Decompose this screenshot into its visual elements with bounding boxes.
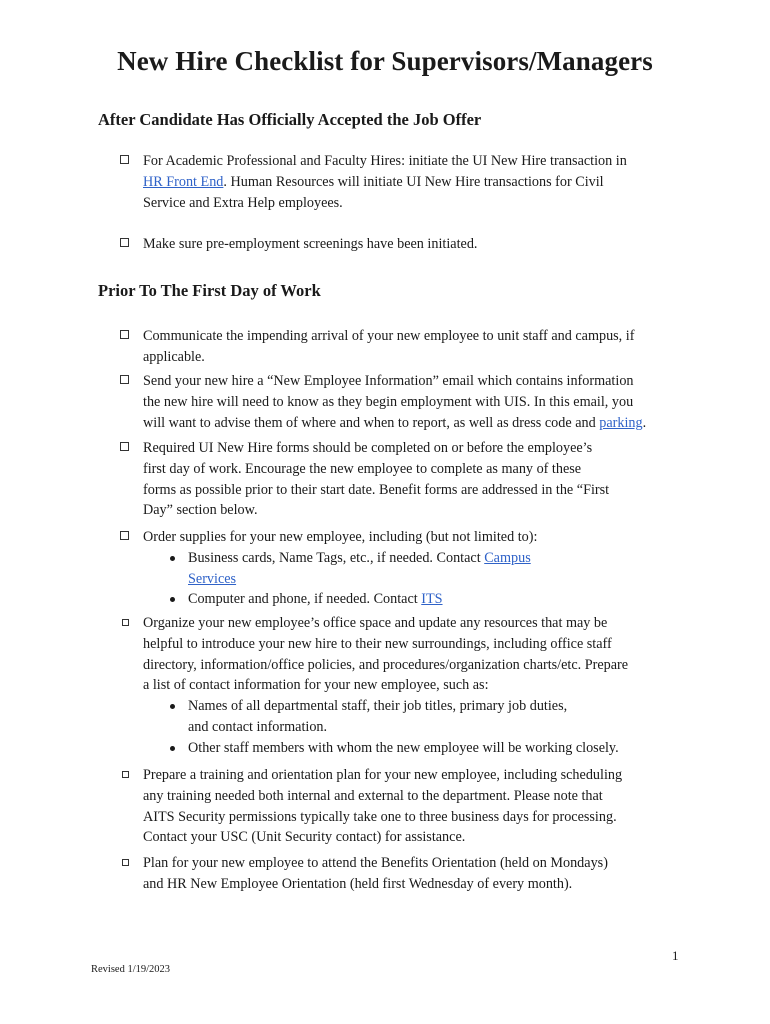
item-text: Order supplies for your new employee, including (but not limited to): bbox=[143, 529, 538, 545]
checklist-item bbox=[120, 613, 680, 759]
item-text: any training needed both internal and external to the department. Please note that bbox=[143, 787, 603, 804]
item-text: Day” section below. bbox=[143, 502, 258, 519]
item-text: . bbox=[642, 414, 647, 431]
bullet-item bbox=[143, 548, 680, 590]
checklist-item bbox=[120, 151, 680, 213]
checkbox[interactable] bbox=[122, 771, 129, 778]
bullet-list bbox=[143, 696, 680, 758]
section-heading-after-offer: After Candidate Has Officially Accepted the Job Offer bbox=[98, 110, 482, 129]
campus-services-link[interactable]: Campus bbox=[484, 549, 531, 566]
item-text: helpful to introduce your new hire to their new surroundings, including office staff bbox=[143, 635, 612, 652]
item-text: Contact your USC (Unit Security contact) for assistance. bbox=[143, 829, 466, 846]
bullet-list bbox=[143, 548, 680, 610]
checkbox[interactable] bbox=[120, 442, 129, 451]
checkbox[interactable] bbox=[120, 531, 129, 540]
checkbox[interactable] bbox=[120, 375, 129, 384]
checkbox[interactable] bbox=[120, 330, 129, 339]
item-text: Prepare a training and orientation plan for your new employee, including scheduling bbox=[143, 767, 623, 783]
checklist-item bbox=[120, 765, 680, 848]
page-title: New Hire Checklist for Supervisors/Managers bbox=[117, 46, 653, 76]
item-text: forms as possible prior to their start date. Benefit forms are addressed in the “First bbox=[143, 481, 610, 498]
item-text: will want to advise them of where and when to report, as well as dress code and bbox=[143, 414, 600, 431]
item-text: Communicate the impending arrival of your new employee to unit staff and campus, if bbox=[143, 328, 635, 344]
checkbox[interactable] bbox=[120, 238, 129, 247]
page-number: 1 bbox=[672, 948, 679, 963]
item-text: Make sure pre-employment screenings have been initiated. bbox=[143, 236, 478, 252]
bullet-item bbox=[143, 696, 680, 738]
campus-services-link[interactable]: Services bbox=[188, 570, 237, 587]
checklist-item bbox=[120, 371, 680, 433]
bullet-icon bbox=[170, 704, 175, 709]
item-text: Organize your new employee’s office space and update any resources that may be bbox=[143, 615, 608, 631]
item-text: Plan for your new employee to attend the Benefits Orientation (held on Mondays) bbox=[143, 855, 608, 871]
item-text: Computer and phone, if needed. Contact bbox=[188, 591, 422, 608]
item-text: Service and Extra Help employees. bbox=[143, 194, 343, 211]
checklist-item bbox=[120, 438, 680, 521]
revision-date: Revised 1/19/2023 bbox=[91, 964, 171, 975]
section-heading-prior-first-day: Prior To The First Day of Work bbox=[98, 281, 321, 300]
bullet-item bbox=[143, 589, 680, 610]
item-text: and HR New Employee Orientation (held first Wednesday of every month). bbox=[143, 875, 573, 892]
item-text: Business cards, Name Tags, etc., if needed. Contact bbox=[188, 549, 485, 566]
item-text: and contact information. bbox=[188, 718, 328, 735]
item-text: directory, information/office policies, and procedures/organization charts/etc. Prepare bbox=[143, 656, 629, 673]
checklist-item bbox=[120, 853, 680, 895]
checklist-item bbox=[120, 234, 680, 255]
checkbox[interactable] bbox=[120, 155, 129, 164]
item-text: Names of all departmental staff, their job titles, primary job duties, bbox=[188, 698, 568, 715]
item-text: first day of work. Encourage the new employee to complete as many of these bbox=[143, 460, 582, 477]
item-text: Other staff members with whom the new employee will be working closely. bbox=[188, 739, 619, 756]
item-text: AITS Security permissions typically take one to three business days for processing. bbox=[143, 808, 617, 825]
bullet-item bbox=[143, 738, 680, 759]
item-text: Required UI New Hire forms should be completed on or before the employee’s bbox=[143, 440, 593, 456]
checklist-item bbox=[120, 326, 680, 368]
item-text: . Human Resources will initiate UI New Hire transactions for Civil bbox=[223, 173, 604, 190]
bullet-icon bbox=[170, 556, 175, 561]
item-text: Send your new hire a “New Employee Information” email which contains information bbox=[143, 373, 634, 389]
item-text: the new hire will need to know as they begin employment with UIS. In this email, you bbox=[143, 393, 634, 410]
item-text: a list of contact information for your new employee, such as: bbox=[143, 677, 489, 694]
parking-link[interactable]: parking bbox=[599, 414, 643, 431]
checklist-item bbox=[120, 527, 680, 610]
its-link[interactable]: ITS bbox=[421, 591, 443, 608]
item-text: For Academic Professional and Faculty Hires: initiate the UI New Hire transaction in bbox=[143, 153, 627, 169]
bullet-icon bbox=[170, 746, 175, 751]
bullet-icon bbox=[170, 597, 175, 602]
checkbox[interactable] bbox=[122, 859, 129, 866]
checkbox[interactable] bbox=[122, 619, 129, 626]
hr-front-end-link[interactable]: HR Front End bbox=[143, 173, 224, 190]
item-text: applicable. bbox=[143, 348, 205, 365]
